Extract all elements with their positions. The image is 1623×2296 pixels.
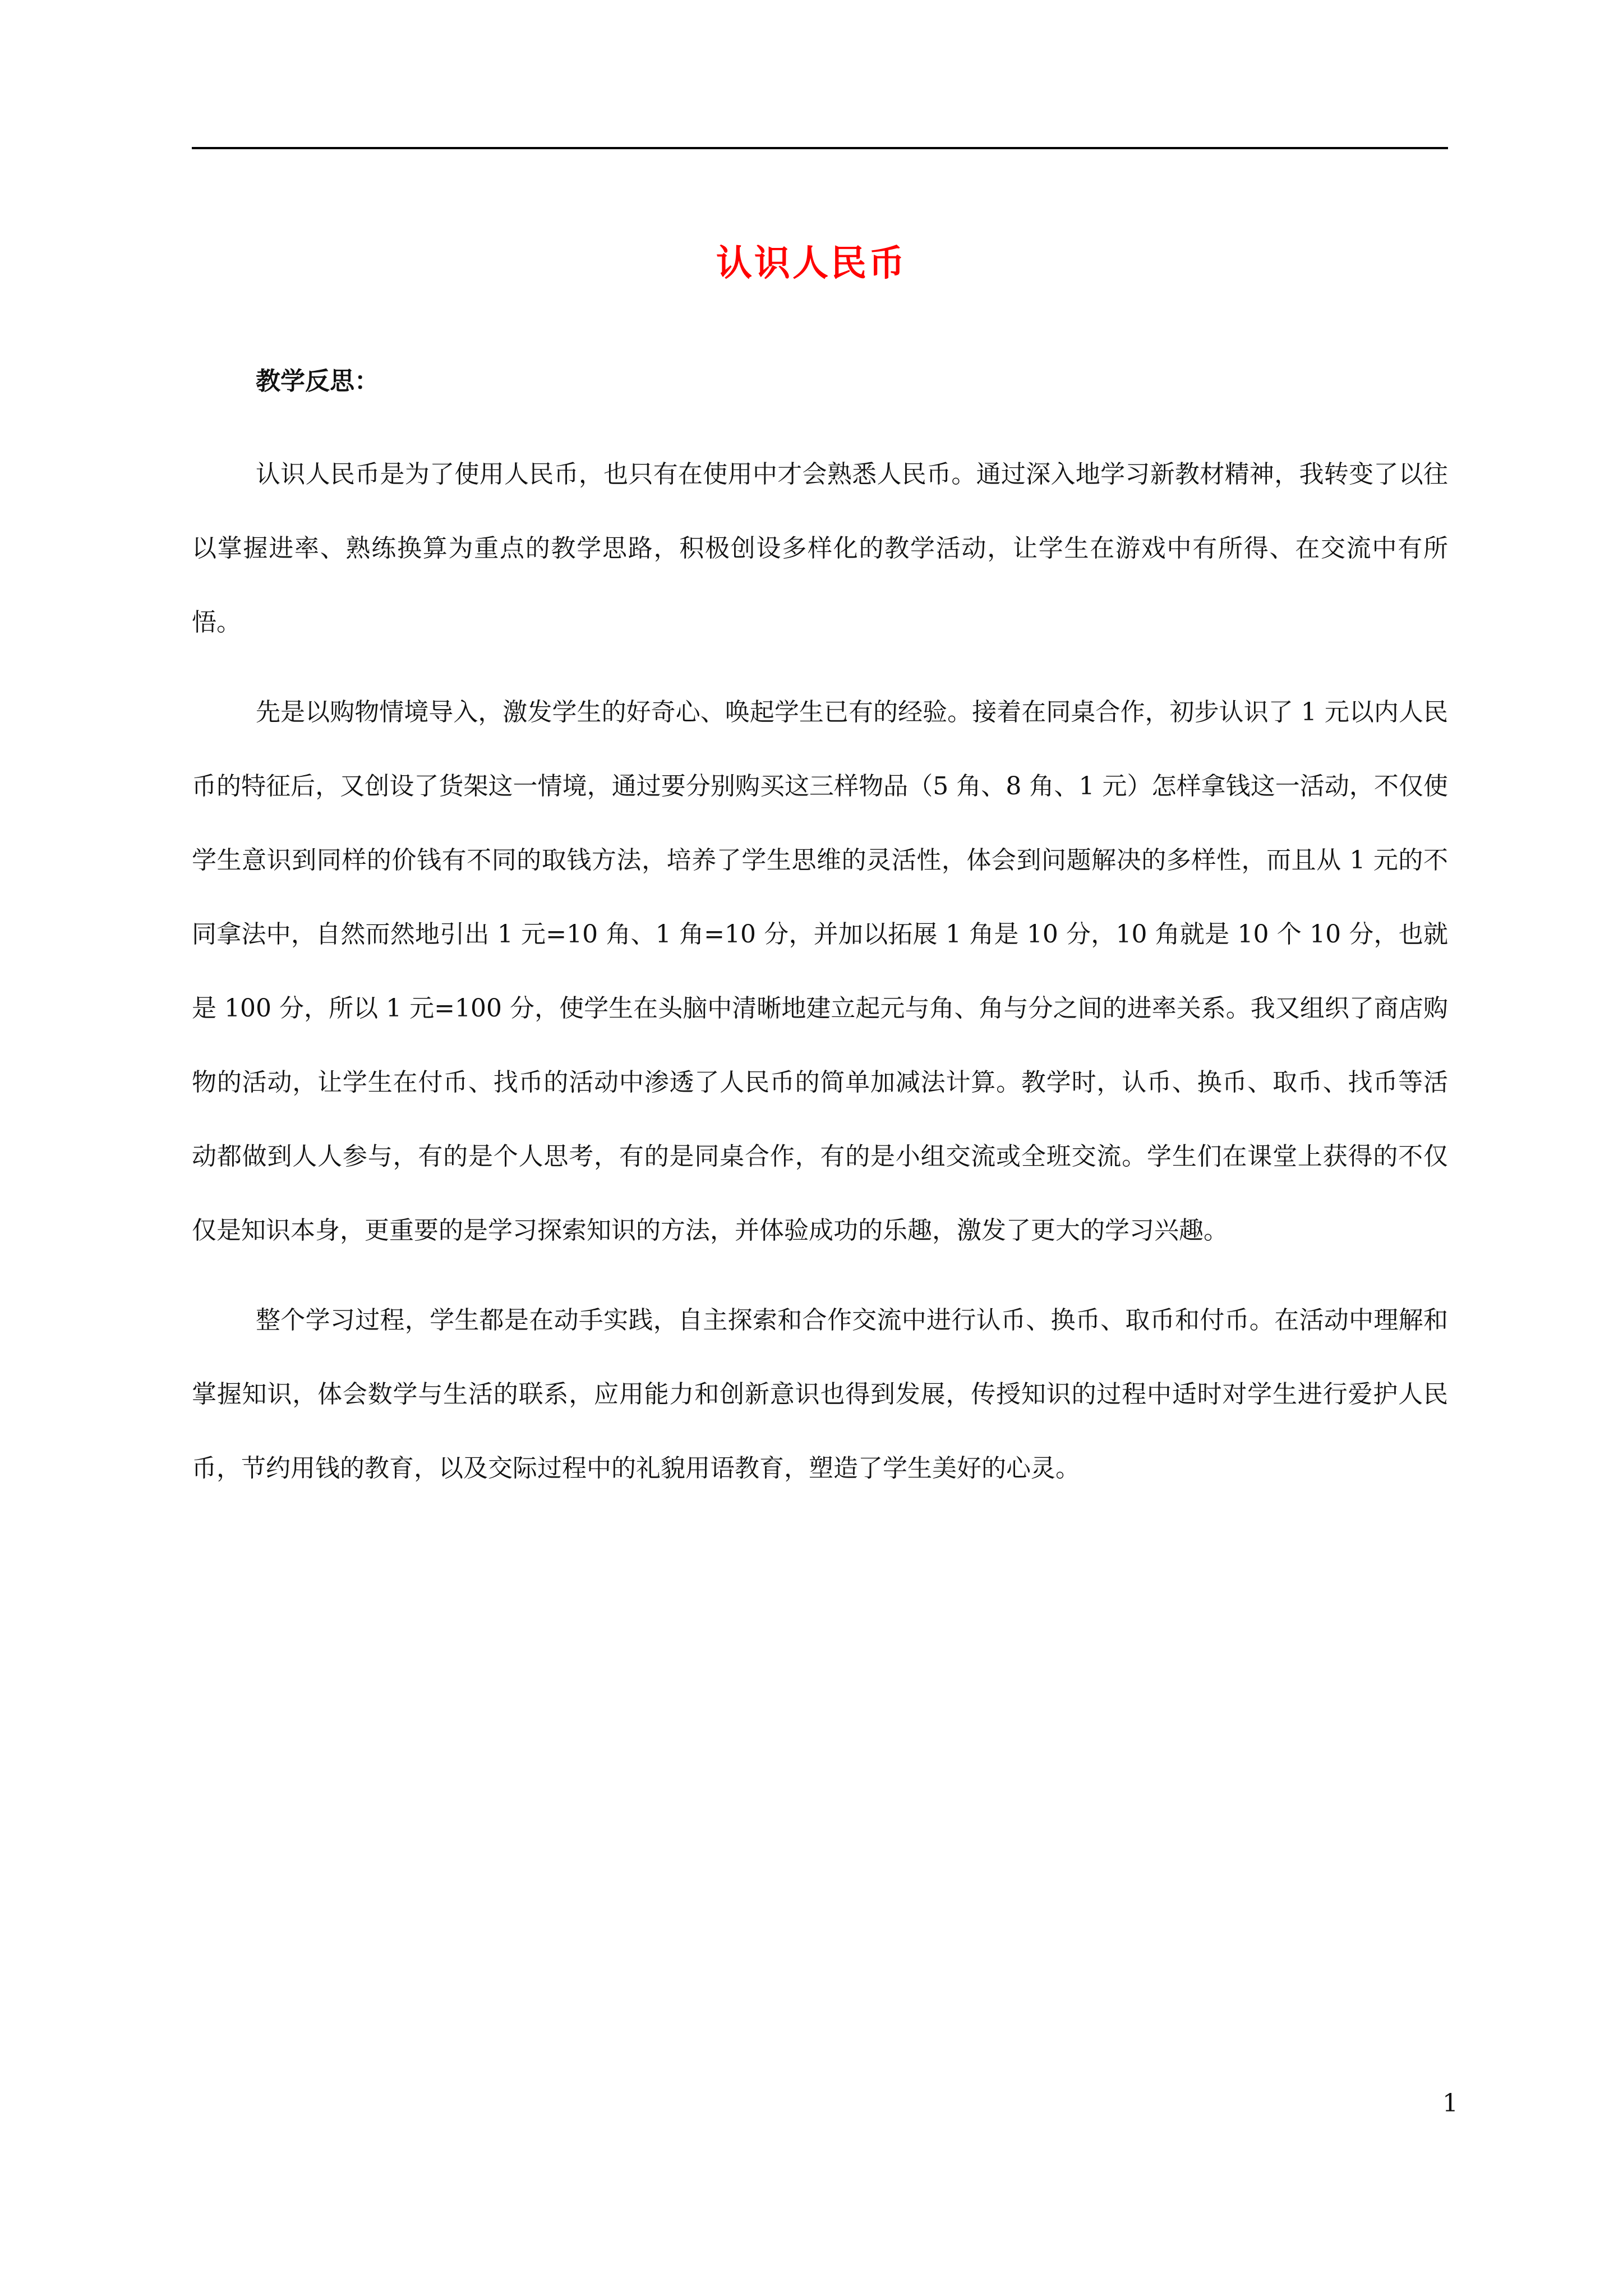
paragraph: 整个学习过程，学生都是在动手实践，自主探索和合作交流中进行认币、换币、取币和付币。在活动中理解和掌握知识，体会数学与生活的联系，应用能力和创新意识也得到发展，传授知识的过程中适时对学生进行爱护人民币，节约用钱的教育，以及交际过程中的礼貌用语教育，塑造了学生美好的心灵。 bbox=[192, 1306, 1448, 1483]
header-rule bbox=[192, 147, 1448, 149]
document-title: 认识人民币 bbox=[716, 242, 907, 284]
paragraph: 认识人民币是为了使用人民币，也只有在使用中才会熟悉人民币。通过深入地学习新教材精神，我转变了以往以掌握进率、熟练换算为重点的教学思路，积极创设多样化的教学活动，让学生在游戏中有所得、在交流中有所悟。 bbox=[192, 460, 1448, 637]
page-number: 1 bbox=[1442, 2089, 1458, 2118]
document-body bbox=[192, 438, 1448, 1506]
section-heading: 教学反思： bbox=[256, 367, 379, 395]
paragraph: 先是以购物情境导入，激发学生的好奇心、唤起学生已有的经验。接着在同桌合作，初步认识了 1 元以内人民币的特征后，又创设了货架这一情境，通过要分别购买这三样物品（5 角、8 角、1 元）怎样拿钱这一活动，不仅使学生意识到同样的价钱有不同的取钱方法，培养了学生思维的灵活性，体会到问题解决的多样性，而且从 1 元的不同拿法中，自然而然地引出 1 元=10 角、1 角=10 分，并加以拓展 1 角是 10 分，10 角就是 10 个 10 分，也就是 100 分，所以 1 元=100 分，使学生在头脑中清晰地建立起元与角、角与分之间的进率关系。我又组织了商店购物的活动，让学生在付币、找币的活动中渗透了人民币的简单加减法计算。教学时，认币、换币、取币、找币等活动都做到人人参与，有的是个人思考，有的是同桌合作，有的是小组交流或全班交流。学生们在课堂上获得的不仅仅是知识本身，更重要的是学习探索知识的方法，并体验成功的乐趣，激发了更大的学习兴趣。 bbox=[192, 698, 1448, 1245]
